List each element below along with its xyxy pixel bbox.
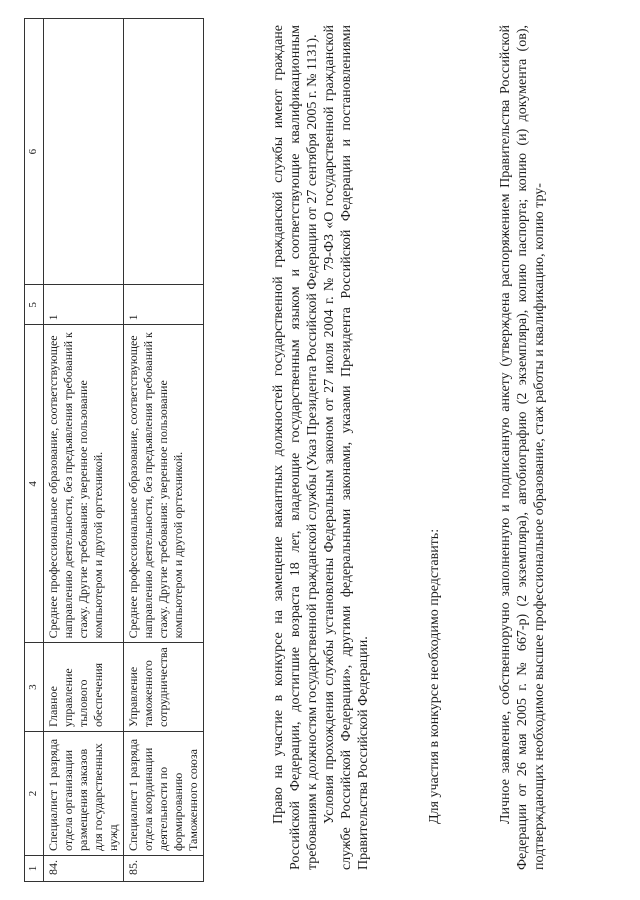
row-number: 84. [44,856,124,882]
column-header: 5 [25,285,44,325]
vacancy-count: 1 [124,285,204,325]
table-row [124,19,204,882]
qualification-requirements: Среднее профессиональное образование, соответствующее направлению деятельности, без предъявления требований к стажу. Другие требования: уверенное пользование компьютером и другой оргтехникой. [44,325,124,643]
column-header: 6 [25,19,44,285]
column-header: 2 [25,732,44,856]
service-conditions-paragraph: Условия прохождения службы установлены Федеральным законом от 27 июля 2004 г. № 79-ФЗ «О государственной гражданской службе Российской Федерации», другими федеральными законами, указами Президента Российской Федерации и постановлениями Правительства Российской Федерации. [322,25,371,870]
qualification-requirements: Среднее профессиональное образование, соответствующее направлению деятельности, без предъявления требований к стажу. Другие требования: уверенное пользование компьютером и другой оргтехникой. [124,325,204,643]
required-documents-heading: Для участия в конкурсе необходимо представить: [427,528,442,824]
vacancy-table [24,18,204,882]
column-header: 3 [25,643,44,732]
empty-cell [44,19,124,285]
table-row [44,19,124,882]
column-header: 4 [25,325,44,643]
position-title: Специалист 1 разряда отдела организации размещения заказов для государственных нужд [44,732,124,856]
eligibility-paragraph: Право на участие в конкурсе на замещение вакантных должностей государственной гражданской службы имеют граждане Российской Федерации, достигшие возраста 18 лет, владеющие государственным языком и соответствующие квалификационным требованиям к должностям государственной гражданской службы (Указ Президента Российской Федерации от 27 сентября 2005 г. № 1131). [271,25,320,870]
table-header-row [25,19,44,882]
vacancy-count: 1 [44,285,124,325]
body-text [270,25,548,870]
position-title: Специалист 1 разряда отдела координации деятельности по формированию Таможенного союза [124,732,204,856]
department-name: Главное управление тылового обеспечения [44,643,124,732]
empty-cell [124,19,204,285]
required-documents-paragraph: Личное заявление, собственноручно заполненную и подписанную анкету (утверждена распоряжением Правительства Российской Федерации от 26 мая 2005 г. № 667-р) (2 экземпляра), автобиографию (2 экземпляра), копию паспорта; копию (и) документа (ов), подтверждающих необходимое высшее профессиональное образование, стаж работы и квалификацию, копию тру- [498,25,547,870]
department-name: Управление таможенного сотрудничества [124,643,204,732]
column-header: 1 [25,856,44,882]
row-number: 85. [124,856,204,882]
